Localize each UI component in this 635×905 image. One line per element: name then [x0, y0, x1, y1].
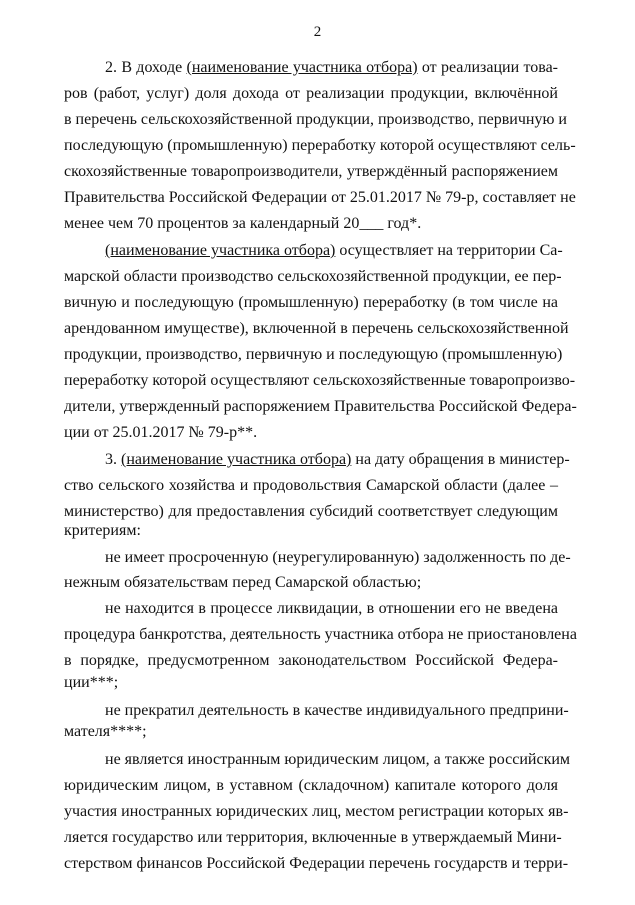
text-line: последующую (промышленную) переработку которой осуществляют сель-: [64, 137, 576, 154]
text-line: в порядке, предусмотренном законодательством Российской Федера-: [64, 652, 558, 669]
page-number: 2: [313, 24, 322, 40]
text-line: менее чем 70 процентов за календарный 20___ год*.: [64, 215, 422, 232]
text-line: 3. (наименование участника отбора) на дату обращения в министер-: [105, 451, 570, 468]
text-line: переработку которой осуществляют сельскохозяйственные товаропроизво-: [64, 372, 576, 389]
text-line: ции***;: [64, 674, 119, 691]
text-line: не прекратил деятельность в качестве индивидуального предприни-: [105, 702, 569, 719]
participant-name-placeholder: (наименование участника отбора): [105, 242, 336, 259]
participant-name-placeholder: (наименование участника отбора): [186, 59, 418, 76]
text-line: ции от 25.01.2017 № 79-р**.: [64, 424, 258, 441]
text-line: процедура банкротства, деятельность участника отбора не приостановлена: [64, 626, 577, 643]
text-line: 2. В доходе (наименование участника отбора) от реализации това-: [105, 59, 558, 76]
text-line: марской области производство сельскохозяйственной продукции, ее пер-: [64, 268, 562, 285]
text-line: Правительства Российской Федерации от 25.01.2017 № 79-р, составляет не: [64, 189, 576, 206]
text-line: министерство) для предоставления субсидий соответствует следующим: [64, 503, 558, 520]
text-line: мателя****;: [64, 723, 147, 740]
text-line: не находится в процессе ликвидации, в отношении его не введена: [105, 600, 558, 617]
text-line: участия иностранных юридических лиц, местом регистрации которых яв-: [64, 803, 569, 820]
text-line: вичную и последующую (промышленную) переработку (в том числе на: [64, 294, 558, 311]
text-line: критериям:: [64, 522, 141, 539]
text-line: арендованном имуществе), включенной в перечень сельскохозяйственной: [64, 320, 569, 337]
text-line: ляется государство или территория, включенные в утверждаемый Мини-: [64, 829, 562, 846]
text-line: продукции, производство, первичную и последующую (промышленную): [64, 346, 563, 363]
text-line: стерством финансов Российской Федерации перечень государств и терри-: [64, 855, 569, 872]
participant-name-placeholder: (наименование участника отбора): [121, 451, 352, 468]
text-line: нежным обязательствам перед Самарской областью;: [64, 574, 422, 591]
text-line: скохозяйственные товаропроизводители, утверждённый распоряжением: [64, 163, 558, 180]
text-line: в перечень сельскохозяйственной продукции, производство, первичную и: [64, 111, 567, 128]
text-line: дители, утвержденный распоряжением Правительства Российской Федера-: [64, 398, 577, 415]
text-line: не является иностранным юридическим лицом, а также российским: [105, 751, 571, 768]
text-line: не имеет просроченную (неурегулированную) задолженность по де-: [105, 549, 571, 566]
text-line: (наименование участника отбора) осуществляет на территории Са-: [105, 242, 563, 259]
text-line: ство сельского хозяйства и продовольствия Самарской области (далее –: [64, 477, 558, 494]
text-line: ров (работ, услуг) доля дохода от реализации продукции, включённой: [64, 85, 558, 102]
text-line: юридическим лицом, в уставном (складочном) капитале которого доля: [64, 777, 558, 794]
